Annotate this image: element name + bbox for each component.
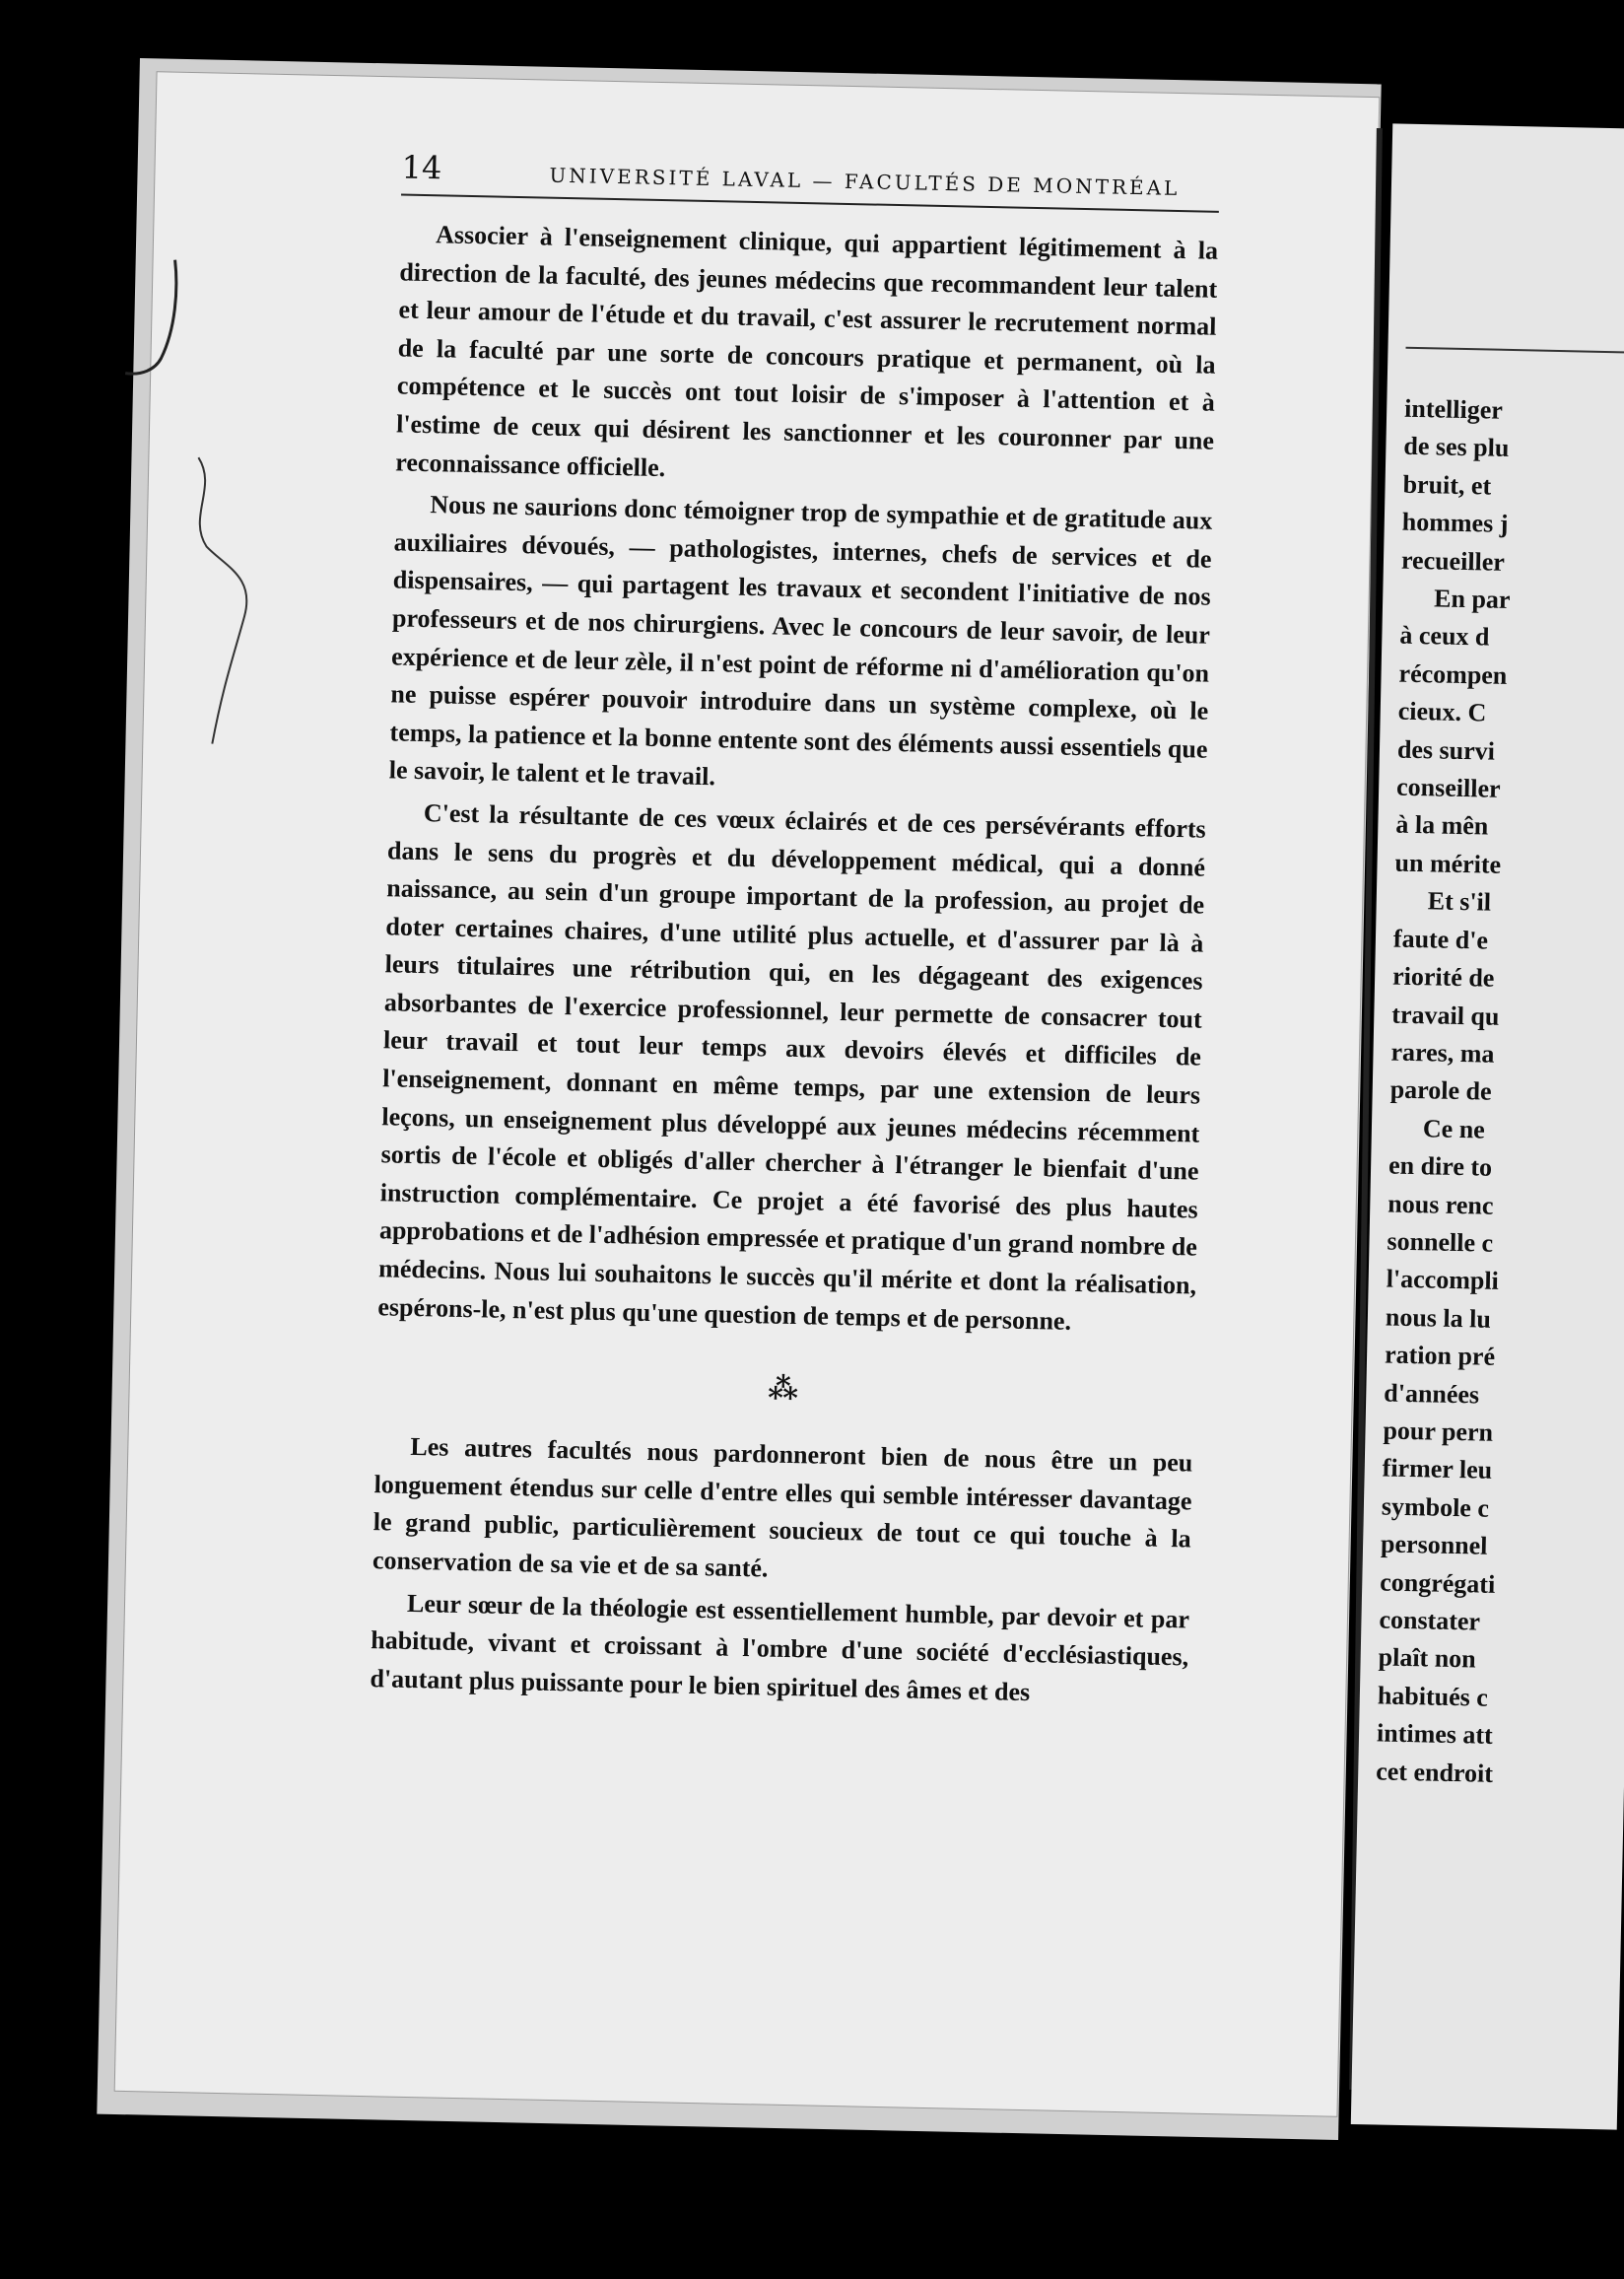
- right-page-line: intelliger: [1403, 393, 1504, 425]
- right-page-line: recueiller: [1400, 545, 1506, 577]
- paragraph: Leur sœur de la théologie est essentiellement humble, par devoir et par habitude, vivant et croissant à l'ombre d'une société d'ecclésiastiques, d'autant plus puissante pour le bien spirituel des âmes et des: [370, 1588, 1190, 1706]
- right-page-line: nous la lu: [1385, 1302, 1492, 1334]
- right-page-line: hommes j: [1401, 507, 1509, 539]
- right-page-line: un mérite: [1394, 848, 1502, 879]
- right-page-line: habitués c: [1377, 1681, 1489, 1712]
- paragraph: C'est la résultante de ces vœux éclairés et de ces persévérants efforts dans le sens du progrès et du développement médical, qui a donné naissance, au sein d'un groupe important de la profession, au projet de doter certaines chaires, d'une utilité plus actuelle, et d'assurer par là à leurs titulaires une rétribution qui, en les dégageant des exigences absorbantes de l'exercice professionnel, leur permette de consacrer tout leur travail et tout leur temps aux devoirs élevés et difficiles de l'enseignement, donnant en même temps, par une extension de leurs leçons, un enseignement plus développé aux jeunes médecins récemment sortis de l'école et obligés d'aller chercher à l'étranger le bienfait d'une instruction complémentaire. Ce projet a été favorisé des plus hautes approbations et de l'adhésion empressée et pratique d'un grand nombre de médecins. Nous lui souhaitons le succès qu'il mérite et dont la réalisation, espérons-le, n'est plus qu'une question de temps et de personne.: [377, 797, 1207, 1336]
- right-page-line: faute d'e: [1392, 924, 1489, 955]
- pencil-mark-squiggle: [153, 447, 278, 764]
- right-page-line: plaît non: [1378, 1642, 1476, 1674]
- running-head-title: UNIVERSITÉ LAVAL — FACULTÉS DE MONTRÉAL: [549, 163, 1181, 200]
- right-page-line: récompen: [1398, 658, 1508, 690]
- right-page-line: à la mên: [1395, 810, 1489, 842]
- right-page-line: bruit, et: [1402, 469, 1492, 501]
- right-page-line: travail qu: [1391, 1000, 1500, 1031]
- right-page-line: d'années: [1384, 1378, 1480, 1410]
- right-page-line: nous renc: [1387, 1189, 1494, 1220]
- right-page-line: Et s'il: [1427, 886, 1492, 917]
- running-head: [401, 140, 1289, 218]
- right-page-line: Ce ne: [1422, 1113, 1486, 1144]
- right-page-line: intimes att: [1376, 1718, 1494, 1751]
- paragraph: Associer à l'enseignement clinique, qui appartient légitimement à la direction de la faculté, des jeunes médecins que recommandent leur talent et leur amour de l'étude et du travail, c'est assurer le recrutement normal de la faculté par une sorte de concours pratique et permanent, où la compétence et le succès ont tout loisir de s'imposer à l'attention et à l'estime de ceux qui désirent les sanctionner et les couronner par une reconnaissance officielle.: [395, 220, 1219, 482]
- right-page-line: riorité de: [1391, 961, 1495, 993]
- right-header-rule: [1406, 347, 1624, 354]
- body-text: [370, 215, 1218, 1714]
- right-page-line: rares, ma: [1390, 1037, 1495, 1069]
- left-page: [115, 72, 1380, 2116]
- right-column-text: [1376, 390, 1624, 1796]
- right-page-line: cet endroit: [1375, 1757, 1494, 1788]
- right-page: [1351, 123, 1624, 2129]
- right-page-line: symbole c: [1381, 1491, 1490, 1523]
- paragraph: Nous ne saurions donc témoigner trop de sympathie et de gratitude aux auxiliaires dévoués, — pathologistes, internes, chefs de services et de dispensaires, — qui partagent les travaux et secondent l'initiative de nos professeurs et de nos chirurgiens. Avec le concours de leur savoir, de leur expérience et de leur zèle, il n'est point de réforme ni d'amélioration qu'on ne puisse espérer pouvoir introduire dans un système complexe, où le temps, la patience et la bonne entente sont des éléments aussi essentiels que le savoir, le talent et le travail.: [388, 490, 1213, 792]
- right-page-line: cieux. C: [1397, 696, 1487, 727]
- right-page-line: constater: [1379, 1605, 1481, 1636]
- right-page-line: personnel: [1380, 1529, 1488, 1560]
- right-page-line: des survi: [1396, 734, 1496, 766]
- right-page-line: parole de: [1389, 1074, 1492, 1107]
- right-page-line: conseiller: [1395, 772, 1501, 803]
- right-page-line: pour pern: [1383, 1416, 1494, 1447]
- right-page-line: en dire to: [1387, 1150, 1493, 1182]
- right-page-line: à ceux d: [1399, 621, 1490, 652]
- right-page-line: de ses plu: [1403, 432, 1510, 463]
- right-page-line: congrégati: [1380, 1567, 1496, 1599]
- right-page-line: En par: [1433, 584, 1511, 615]
- page-number: 14: [401, 148, 442, 187]
- paragraph: Les autres facultés nous pardonneront bien de nous être un peu longuement étendus sur celle d'entre elles qui semble intéresser davantage le grand public, particulièrement soucieux de tout ce qui touche à la conservation de sa vie et de sa santé.: [372, 1432, 1193, 1583]
- right-page-line: ration pré: [1384, 1340, 1496, 1371]
- asterism-separator: ⁂: [768, 1371, 803, 1408]
- right-page-line: firmer leu: [1382, 1453, 1493, 1485]
- right-page-line: sonnelle c: [1387, 1226, 1494, 1258]
- right-page-line: l'accompli: [1386, 1264, 1500, 1296]
